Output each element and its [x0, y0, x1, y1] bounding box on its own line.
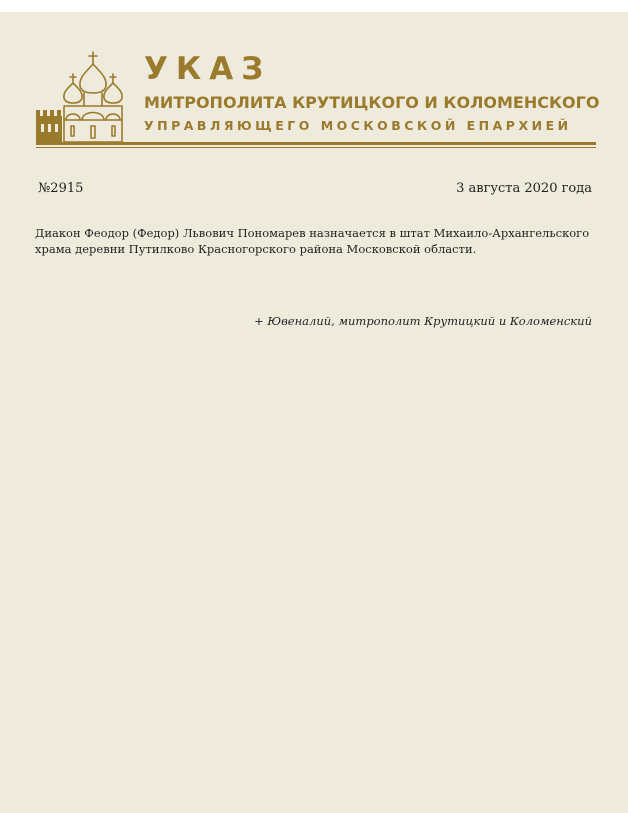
signature: + Ювеналий, митрополит Крутицкий и Коломенский: [254, 314, 592, 328]
decree-body-line: Диакон Феодор (Федор) Львович Пономарев назначается в штат Михаило-Архангельского: [35, 226, 590, 240]
header-rule-thick: [36, 142, 596, 145]
issuer-subtitle: УПРАВЛЯЮЩЕГО МОСКОВСКОЙ ЕПАРХИЕЙ: [144, 118, 572, 133]
document-page: [0, 12, 628, 813]
decree-date: 3 августа 2020 года: [456, 181, 592, 196]
document-title: УКАЗ: [144, 51, 272, 87]
letterhead: [36, 50, 600, 158]
cathedral-domes-icon: [36, 50, 128, 142]
header-rule-thin: [36, 147, 596, 148]
issuer-title: МИТРОПОЛИТА КРУТИЦКОГО И КОЛОМЕНСКОГО: [144, 93, 600, 112]
decree-body: [35, 225, 595, 257]
decree-number: №2915: [38, 181, 84, 196]
decree-body-line: храма деревни Путилково Красногорского района Московской области.: [35, 242, 477, 256]
